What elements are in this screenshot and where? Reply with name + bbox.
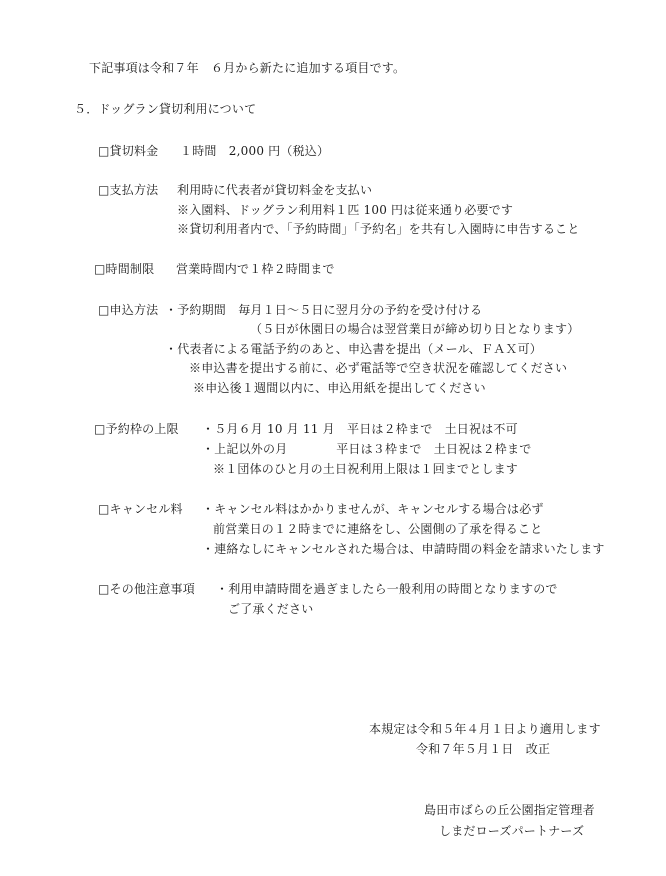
application-line: ※申込書を提出する前に、必ず電話等で空き状況を確認してください (189, 361, 568, 375)
reservation-limit-line: ※１団体のひと月の土日祝利用上限は１回までとします (213, 462, 519, 476)
other-notes-line: ・利用申請時間を過ぎましたら一般利用の時間となりますので (216, 582, 558, 596)
payment-line: ※貸切利用者内で、「予約時間」「予約名」を共有し入園時に申告すること (177, 222, 580, 236)
reservation-limit-line: ・５月６月 10 月 11 月 平日は２枠まで 土日祝は不可 (202, 422, 518, 436)
section-heading: ５．ドッグラン貸切利用について (74, 102, 257, 116)
cancellation-line: ・キャンセル料はかかりませんが、キャンセルする場合は必ず (202, 502, 544, 516)
application-line: ・代表者による電話予約のあと、申込書を提出（メール、ＦＡＸ可） (165, 342, 543, 356)
cancellation-line: 前営業日の１２時までに連絡をし、公園側の了承を得ること (213, 522, 543, 536)
time-limit-value: 営業時間内で１枠２時間まで (176, 262, 335, 276)
reservation-limit-line: ・上記以外の月 平日は３枠まで 土日祝は２枠まで (202, 442, 532, 456)
payment-label: □支払方法 (98, 183, 159, 197)
cancellation-line: ・連絡なしにキャンセルされた場合は、申請時間の料金を請求いたします (202, 542, 605, 556)
fee-value: １時間 2,000 円（税込） (180, 144, 330, 158)
effective-date: 本規定は令和５年４月１日より適用します (369, 722, 601, 736)
intro-text: 下記事項は令和７年 ６月から新たに追加する項目です。 (89, 61, 406, 75)
other-notes-line: ご了承ください (228, 602, 314, 616)
application-line: ※申込後１週間以内に、申込用紙を提出してください (193, 381, 486, 395)
application-line: ・予約期間 毎月１日～５日に翌月分の予約を受け付ける (165, 303, 483, 317)
application-label: □申込方法 (98, 303, 159, 317)
payment-line: ※入園料、ドッグラン利用料１匹 100 円は従来通り必要です (177, 203, 514, 217)
reservation-limit-label: □予約枠の上限 (94, 422, 179, 436)
organization-subname: しまだローズパートナーズ (439, 824, 585, 838)
organization-name: 島田市ばらの丘公園指定管理者 (424, 803, 595, 817)
revision-date: 令和７年５月１日 改正 (416, 742, 551, 756)
fee-label: □貸切料金 (98, 144, 159, 158)
time-limit-label: □時間制限 (94, 262, 155, 276)
cancellation-label: □キャンセル料 (98, 502, 183, 516)
application-line: （５日が休園日の場合は翌営業日が締め切り日となります） (250, 322, 580, 336)
other-notes-label: □その他注意事項 (98, 582, 195, 596)
payment-line: 利用時に代表者が貸切料金を支払い (177, 183, 373, 197)
